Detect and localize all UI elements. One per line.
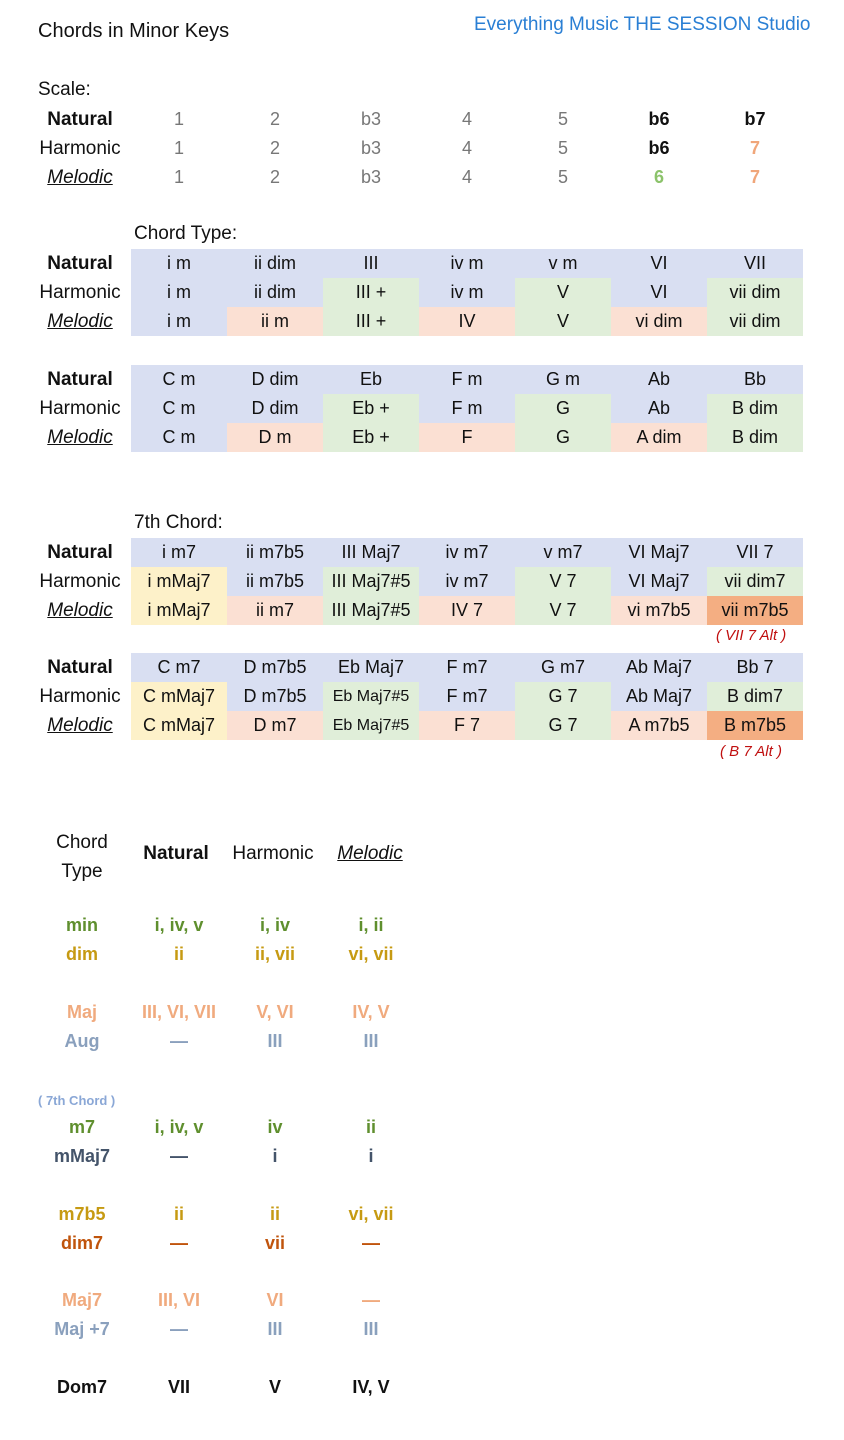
summary-natural: III, VI, VII: [141, 1002, 217, 1022]
cell: iv m: [419, 278, 515, 307]
row-harmonic: [30, 682, 810, 711]
cell: Eb +: [323, 423, 419, 452]
chord-type-label: Chord Type:: [134, 223, 238, 244]
cell: 7: [749, 138, 760, 158]
summary-natural: —: [170, 1233, 188, 1253]
cell: C m: [131, 423, 227, 452]
cell: G m7: [515, 653, 611, 682]
summary-natural-header: Natural: [143, 843, 209, 864]
summary-harmonic: iv: [267, 1117, 283, 1137]
cell: Bb: [707, 365, 803, 394]
cell: G 7: [515, 711, 611, 740]
cell: i m: [131, 249, 227, 278]
summary-melodic: ii: [365, 1117, 376, 1137]
cell: V: [515, 278, 611, 307]
row-melodic: [30, 596, 810, 625]
cell: i m: [131, 307, 227, 336]
brand-name: Everything Music THE SESSION Studio: [474, 14, 811, 35]
summary-natural: —: [170, 1031, 188, 1051]
cell: ii m7b5: [227, 567, 323, 596]
cell: VII: [707, 249, 803, 278]
row-melodic: [30, 307, 810, 336]
cell: C mMaj7: [131, 682, 227, 711]
cell: 4: [461, 167, 472, 187]
summary-harmonic: i: [272, 1146, 278, 1166]
cell: B dim: [707, 423, 803, 452]
summary-melodic: i, ii: [358, 915, 384, 935]
cell: 2: [269, 109, 280, 129]
row-harmonic: [30, 394, 810, 423]
cell: vi dim: [611, 307, 707, 336]
cell: b3: [360, 138, 382, 158]
summary-harmonic: ii: [269, 1204, 280, 1224]
cell: III +: [323, 278, 419, 307]
cell: Eb: [323, 365, 419, 394]
summary-chord-type-header: Chord Type: [56, 832, 108, 882]
cell: F: [419, 423, 515, 452]
row-natural: [30, 653, 810, 682]
cell: III +: [323, 307, 419, 336]
cell: B dim7: [707, 682, 803, 711]
summary-natural: VII: [167, 1377, 190, 1397]
cell: 7: [749, 167, 760, 187]
cell: ii m7b5: [227, 538, 323, 567]
cell: 6: [653, 167, 664, 187]
cell: 5: [557, 138, 568, 158]
cell: iv m7: [419, 567, 515, 596]
cell: ii m: [227, 307, 323, 336]
row-label: Natural: [47, 109, 113, 130]
scale-label: Scale:: [38, 79, 91, 100]
row-melodic: [30, 711, 810, 740]
seventh-chord-label: 7th Chord:: [134, 512, 223, 533]
cell: F 7: [419, 711, 515, 740]
cell: D dim: [227, 394, 323, 423]
cell: Ab Maj7: [611, 653, 707, 682]
cell: vii dim7: [707, 567, 803, 596]
summary-harmonic: III: [267, 1031, 283, 1051]
cell: 4: [461, 109, 472, 129]
row-label: Harmonic: [39, 571, 121, 592]
vii-alt-note: ( VII 7 Alt ): [716, 627, 787, 644]
summary-melodic: vi, vii: [348, 944, 394, 964]
summary-natural: —: [170, 1146, 188, 1166]
cell: i m7: [131, 538, 227, 567]
summary-melodic: III: [363, 1319, 379, 1339]
summary-melodic: vi, vii: [348, 1204, 394, 1224]
summary-chord-type: dim: [65, 944, 98, 964]
summary-chord-type: dim7: [60, 1233, 103, 1253]
summary-melodic: III: [363, 1031, 379, 1051]
cell: 2: [269, 167, 280, 187]
row-label: Melodic: [47, 167, 113, 188]
row-melodic: [30, 423, 810, 452]
summary-7th-chord-label: ( 7th Chord ): [38, 1093, 116, 1108]
summary-harmonic: ii, vii: [254, 944, 296, 964]
row-label: Natural: [47, 369, 113, 390]
summary-melodic: —: [362, 1233, 380, 1253]
cell: VI Maj7: [611, 567, 707, 596]
cell: b6: [648, 109, 670, 129]
cell: IV: [419, 307, 515, 336]
row-label: Melodic: [47, 715, 113, 736]
cell: IV 7: [419, 596, 515, 625]
row-label: Melodic: [47, 600, 113, 621]
cell: ii dim: [227, 278, 323, 307]
row-label: Harmonic: [39, 398, 121, 419]
summary-chord-type: Maj7: [61, 1290, 103, 1310]
cell: III Maj7: [323, 538, 419, 567]
summary-chord-type: Dom7: [56, 1377, 107, 1397]
cell: III: [323, 249, 419, 278]
cell: b3: [360, 167, 382, 187]
summary-harmonic: VI: [266, 1290, 284, 1310]
row-label: Natural: [47, 542, 113, 563]
cell: VI: [611, 278, 707, 307]
cell: 5: [557, 167, 568, 187]
cell: i mMaj7: [131, 567, 227, 596]
cell: B m7b5: [707, 711, 803, 740]
summary-chord-type: min: [65, 915, 98, 935]
row-natural: [30, 249, 810, 278]
cell: III Maj7#5: [323, 596, 419, 625]
cell: ii dim: [227, 249, 323, 278]
cell: V: [515, 307, 611, 336]
cell: 1: [173, 167, 184, 187]
row-label: Harmonic: [39, 282, 121, 303]
cell: v m7: [515, 538, 611, 567]
summary-natural: ii: [173, 944, 184, 964]
summary-natural: III, VI: [157, 1290, 200, 1310]
cell: F m: [419, 365, 515, 394]
summary-natural: ii: [173, 1204, 184, 1224]
cell: D m7b5: [227, 653, 323, 682]
summary-natural: i, iv, v: [154, 915, 204, 935]
summary-melodic: —: [362, 1290, 380, 1310]
row-label: Natural: [47, 253, 113, 274]
cell: 2: [269, 138, 280, 158]
summary-chord-type: Maj +7: [54, 1319, 110, 1339]
cell: vi m7b5: [611, 596, 707, 625]
cell: Ab: [611, 365, 707, 394]
summary-chord-type: Maj: [66, 1002, 97, 1022]
cell: 1: [173, 109, 184, 129]
cell: b3: [360, 109, 382, 129]
cell: G 7: [515, 682, 611, 711]
summary-harmonic: i, iv: [259, 915, 290, 935]
summary-chord-type: m7b5: [58, 1204, 106, 1224]
cell: VI: [611, 249, 707, 278]
cell: C m7: [131, 653, 227, 682]
cell: G: [515, 394, 611, 423]
cell: C m: [131, 365, 227, 394]
cell: G: [515, 423, 611, 452]
cell: F m7: [419, 653, 515, 682]
summary-melodic-header: Melodic: [337, 843, 403, 864]
cell: 4: [461, 138, 472, 158]
row-label: Melodic: [47, 311, 113, 332]
cell: D m: [227, 423, 323, 452]
cell: Eb Maj7#5: [323, 711, 419, 740]
summary-chord-type: mMaj7: [53, 1146, 111, 1166]
cell: C m: [131, 394, 227, 423]
cell: ii m7: [227, 596, 323, 625]
cell: V 7: [515, 567, 611, 596]
summary-melodic: IV, V: [352, 1002, 390, 1022]
summary-harmonic: V: [268, 1377, 281, 1397]
cell: iv m7: [419, 538, 515, 567]
cell: vii dim: [707, 307, 803, 336]
row-natural: [30, 105, 810, 134]
row-natural: [30, 538, 810, 567]
b7-alt-note: ( B 7 Alt ): [720, 743, 782, 760]
page-title: Chords in Minor Keys: [38, 20, 230, 42]
cell: vii dim: [707, 278, 803, 307]
row-harmonic: [30, 134, 810, 163]
cell: A m7b5: [611, 711, 707, 740]
summary-melodic: i: [368, 1146, 374, 1166]
cell: III Maj7#5: [323, 567, 419, 596]
cell: C mMaj7: [131, 711, 227, 740]
cell: F m: [419, 394, 515, 423]
summary-harmonic: III: [267, 1319, 283, 1339]
summary-melodic: IV, V: [352, 1377, 390, 1397]
cell: VII 7: [707, 538, 803, 567]
row-label: Natural: [47, 657, 113, 678]
cell: b6: [648, 138, 670, 158]
cell: D m7: [227, 711, 323, 740]
cell: Eb Maj7#5: [323, 682, 419, 711]
cell: D dim: [227, 365, 323, 394]
cell: V 7: [515, 596, 611, 625]
summary-natural: i, iv, v: [154, 1117, 204, 1137]
cell: G m: [515, 365, 611, 394]
row-label: Harmonic: [39, 138, 121, 159]
cell: D m7b5: [227, 682, 323, 711]
cell: Ab Maj7: [611, 682, 707, 711]
summary-harmonic: V, VI: [256, 1002, 294, 1022]
row-natural: [30, 365, 810, 394]
cell: Bb 7: [707, 653, 803, 682]
summary-harmonic: vii: [264, 1233, 285, 1253]
cell: F m7: [419, 682, 515, 711]
row-label: Melodic: [47, 427, 113, 448]
summary-harmonic-header: Harmonic: [232, 843, 314, 864]
row-harmonic: [30, 567, 810, 596]
cell: A dim: [611, 423, 707, 452]
summary-chord-type: Aug: [64, 1031, 100, 1051]
cell: vii m7b5: [707, 596, 803, 625]
cell: b7: [744, 109, 766, 129]
row-label: Harmonic: [39, 686, 121, 707]
cell: Ab: [611, 394, 707, 423]
summary-chord-type: m7: [68, 1117, 95, 1137]
cell: v m: [515, 249, 611, 278]
summary-natural: —: [170, 1319, 188, 1339]
cell: i m: [131, 278, 227, 307]
cell: 5: [557, 109, 568, 129]
cell: B dim: [707, 394, 803, 423]
cell: Eb +: [323, 394, 419, 423]
cell: i mMaj7: [131, 596, 227, 625]
cell: iv m: [419, 249, 515, 278]
cell: 1: [173, 138, 184, 158]
cell: VI Maj7: [611, 538, 707, 567]
row-harmonic: [30, 278, 810, 307]
row-melodic: [30, 163, 810, 192]
cell: Eb Maj7: [323, 653, 419, 682]
